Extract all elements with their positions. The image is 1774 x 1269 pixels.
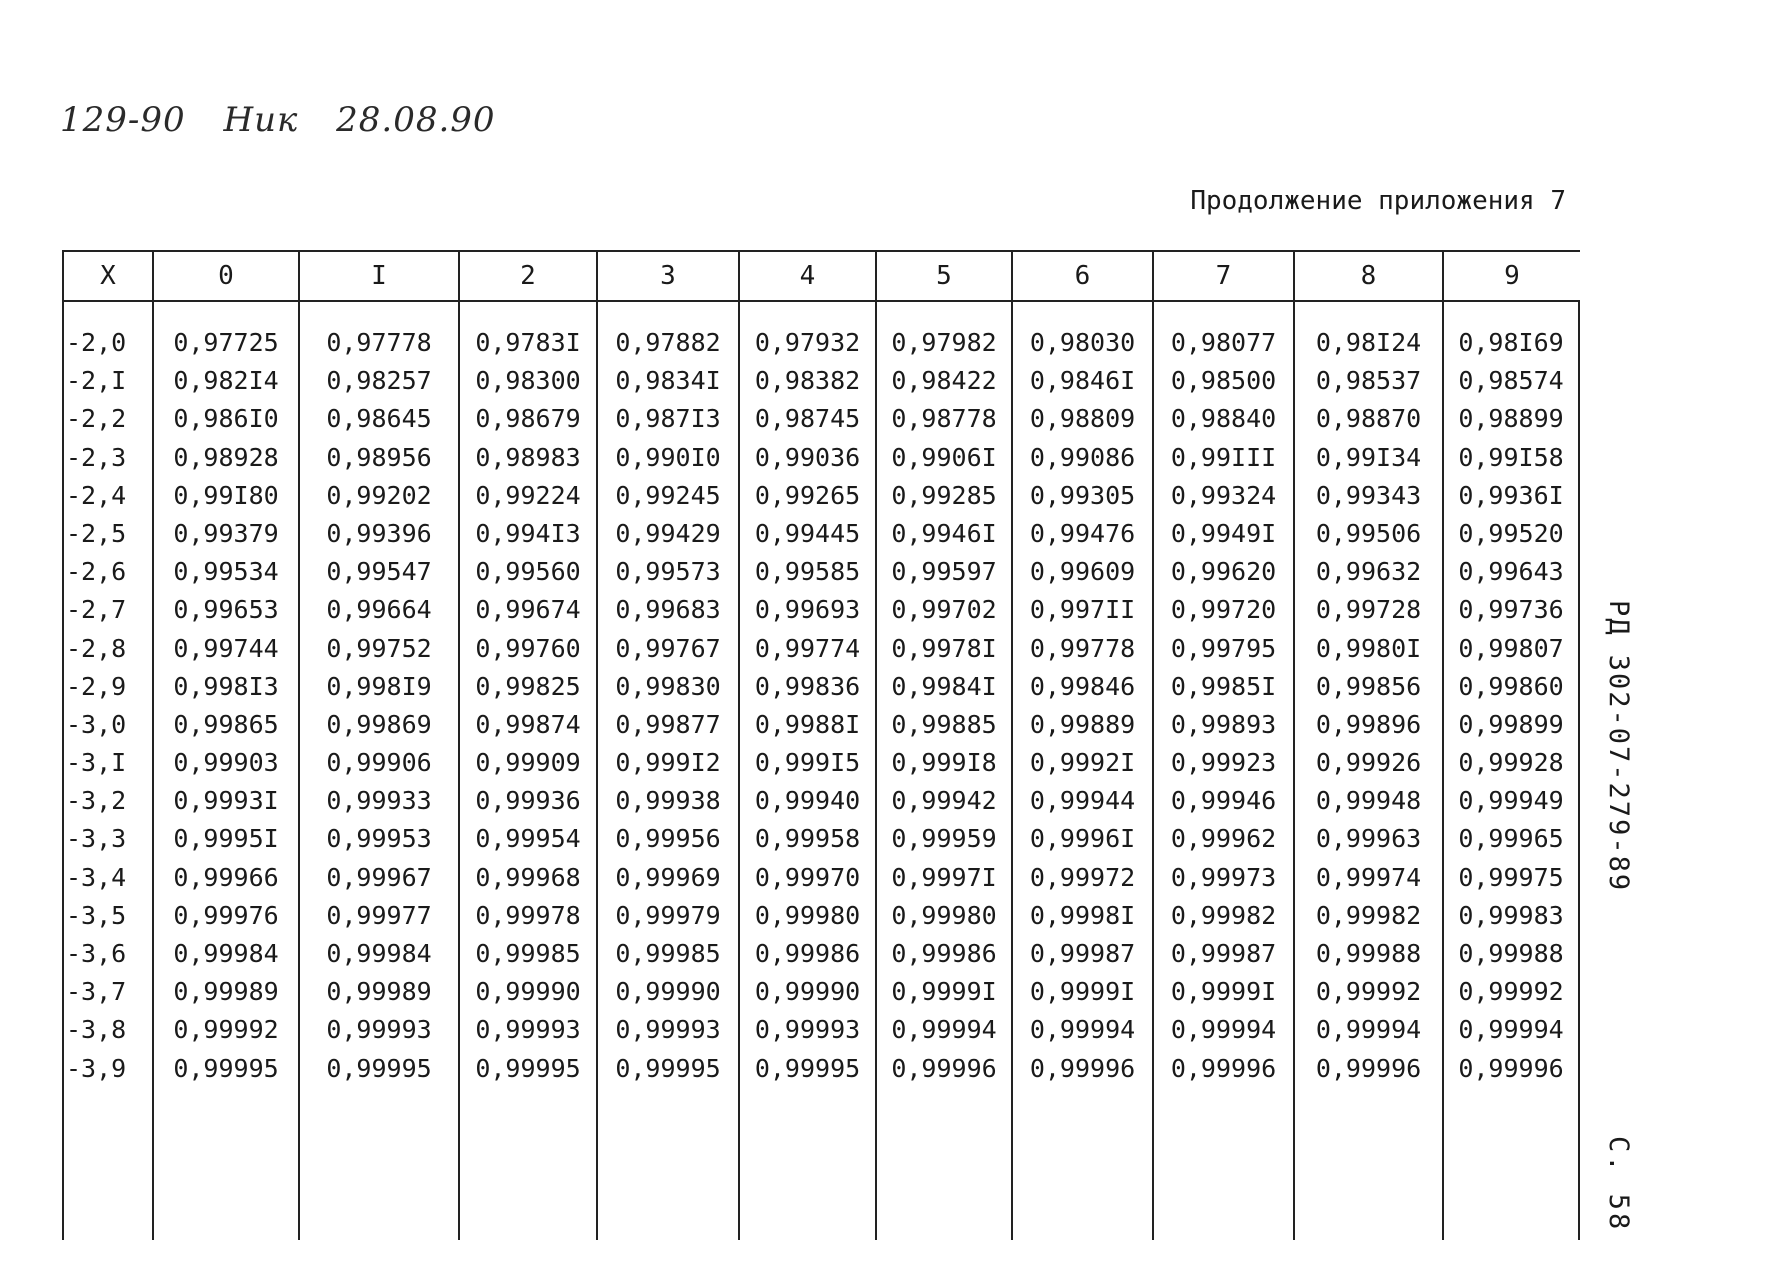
table-cell: 0,99989 [173, 977, 279, 1007]
table-cell: 0,98500 [1170, 366, 1277, 396]
table-cell: 0,99946 [1170, 786, 1277, 816]
table-cell: 0,99992 [1315, 977, 1422, 1007]
table-cell: 0,99086 [1029, 442, 1136, 472]
table-cell: 0,99774 [754, 633, 861, 663]
header-digit: 6 [1011, 250, 1152, 302]
table-cell: 0,9995I [173, 824, 279, 854]
table-cell: 0,99985 [475, 939, 581, 968]
table-cell: 0,99807 [1458, 633, 1564, 663]
table-cell: 0,98030 [1029, 328, 1136, 357]
row-x-value: -2,6 [66, 557, 127, 587]
table-cell: 0,98I69 [1458, 328, 1564, 357]
table-cell: 0,99825 [475, 671, 581, 701]
handwritten-date: 28.08.90 [336, 100, 496, 140]
table-cell: 0,9846I [1029, 366, 1136, 396]
table-cell: 0,99954 [475, 824, 581, 854]
table-cell: 0,99987 [1029, 939, 1136, 968]
table-cell: 0,9936I [1458, 480, 1564, 510]
table-cell: 0,99693 [754, 595, 861, 625]
table-cell: 0,98300 [475, 366, 581, 396]
table-cell: 0,99969 [615, 862, 721, 892]
row-x-value: -3,0 [66, 709, 127, 739]
table-cell: 0,99990 [615, 977, 721, 1007]
table-cell: 0,97882 [615, 328, 721, 357]
table-cell: 0,99980 [891, 900, 997, 930]
table-cell: 0,99994 [1315, 1015, 1422, 1045]
table-cell: 0,98574 [1458, 366, 1564, 396]
header-digit: 5 [875, 250, 1011, 302]
table-cell: 0,99923 [1170, 748, 1277, 778]
table-cell: 0,99936 [475, 786, 581, 816]
table-cell: 0,99653 [173, 595, 279, 625]
table-cell: 0,9949I [1170, 518, 1277, 548]
table-cell: 0,999I5 [754, 748, 861, 778]
probability-table [62, 250, 1580, 1240]
table-cell: 0,98778 [891, 404, 997, 434]
table-cell: 0,99948 [1315, 786, 1422, 816]
table-cell: 0,99962 [1170, 824, 1277, 854]
table-cell: 0,990I0 [615, 442, 721, 472]
row-x-value: -2,7 [66, 595, 127, 625]
value-column [152, 302, 298, 1240]
table-cell: 0,9834I [615, 366, 721, 396]
row-x-value: -3,8 [66, 1015, 127, 1045]
table-cell: 0,99573 [615, 557, 721, 587]
table-cell: 0,99632 [1315, 557, 1422, 587]
row-x-value: -3,2 [66, 786, 127, 816]
row-x-value: -2,9 [66, 671, 127, 701]
table-cell: 0,98422 [891, 366, 997, 396]
table-cell: 0,99245 [615, 480, 721, 510]
table-cell: 0,99994 [891, 1015, 997, 1045]
value-column [1442, 302, 1580, 1240]
table-cell: 0,98870 [1315, 404, 1422, 434]
table-cell: 0,99036 [754, 442, 861, 472]
table-cell: 0,99836 [754, 671, 861, 701]
row-x-value: -2,3 [66, 442, 127, 472]
table-cell: 0,99940 [754, 786, 861, 816]
table-cell: 0,9992I [1029, 748, 1136, 778]
table-cell: 0,9783I [475, 328, 581, 357]
table-cell: 0,982I4 [173, 366, 279, 396]
table-cell: 0,99992 [1458, 977, 1564, 1007]
table-cell: 0,9978I [891, 633, 997, 663]
table-cell: 0,99983 [1458, 900, 1564, 930]
table-cell: 0,99I58 [1458, 442, 1564, 472]
table-cell: 0,99893 [1170, 709, 1277, 739]
table-cell: 0,99I34 [1315, 442, 1422, 472]
handwritten-number: 129-90 [60, 100, 186, 140]
table-cell: 0,98382 [754, 366, 861, 396]
table-cell: 0,99865 [173, 709, 279, 739]
table-cell: 0,99993 [615, 1015, 721, 1045]
table-cell: 0,99III [1170, 442, 1277, 472]
table-cell: 0,99989 [326, 977, 432, 1007]
table-cell: 0,99974 [1315, 862, 1422, 892]
table-cell: 0,99996 [1458, 1053, 1564, 1083]
value-column [1152, 302, 1293, 1240]
table-cell: 0,99597 [891, 557, 997, 587]
table-cell: 0,9997I [891, 862, 997, 892]
table-cell: 0,99994 [1170, 1015, 1277, 1045]
continuation-title: Продолжение приложения 7 [1190, 186, 1566, 216]
table-cell: 0,99993 [754, 1015, 861, 1045]
table-cell: 0,98956 [326, 442, 432, 472]
table-cell: 0,99899 [1458, 709, 1564, 739]
table-cell: 0,99324 [1170, 480, 1277, 510]
table-cell: 0,99728 [1315, 595, 1422, 625]
table-cell: 0,99720 [1170, 595, 1277, 625]
x-column [62, 302, 152, 1240]
table-cell: 0,99506 [1315, 518, 1422, 548]
table-cell: 0,99885 [891, 709, 997, 739]
table-cell: 0,99975 [1458, 862, 1564, 892]
table-cell: 0,99560 [475, 557, 581, 587]
table-cell: 0,99906 [326, 748, 432, 778]
table-cell: 0,97982 [891, 328, 997, 357]
table-cell: 0,9906I [891, 442, 997, 472]
table-cell: 0,998I9 [326, 671, 432, 701]
table-cell: 0,9988I [754, 709, 861, 739]
table-cell: 0,99956 [615, 824, 721, 854]
value-column [738, 302, 875, 1240]
row-x-value: -2,2 [66, 404, 127, 434]
table-cell: 0,99520 [1458, 518, 1564, 548]
table-cell: 0,99990 [475, 977, 581, 1007]
value-column [298, 302, 458, 1240]
table-cell: 0,99990 [754, 977, 861, 1007]
table-cell: 0,99938 [615, 786, 721, 816]
table-cell: 0,998I3 [173, 671, 279, 701]
table-cell: 0,99979 [615, 900, 721, 930]
table-cell: 0,99889 [1029, 709, 1136, 739]
table-cell: 0,99224 [475, 480, 581, 510]
table-cell: 0,986I0 [173, 404, 279, 434]
table-cell: 0,99585 [754, 557, 861, 587]
table-cell: 0,98537 [1315, 366, 1422, 396]
value-column [458, 302, 596, 1240]
table-cell: 0,99343 [1315, 480, 1422, 510]
table-cell: 0,99958 [754, 824, 861, 854]
table-cell: 0,99996 [1029, 1053, 1136, 1083]
table-cell: 0,99643 [1458, 557, 1564, 587]
table-cell: 0,99970 [754, 862, 861, 892]
table-cell: 0,99986 [891, 939, 997, 968]
table-cell: 0,99995 [173, 1053, 279, 1083]
table-cell: 0,99978 [475, 900, 581, 930]
table-cell: 0,99996 [891, 1053, 997, 1083]
table-cell: 0,99942 [891, 786, 997, 816]
table-cell: 0,99966 [173, 862, 279, 892]
table-cell: 0,98983 [475, 442, 581, 472]
table-cell: 0,9996I [1029, 824, 1136, 854]
table-cell: 0,99992 [173, 1015, 279, 1045]
table-cell: 0,99996 [1170, 1053, 1277, 1083]
header-digit: I [298, 250, 458, 302]
table-cell: 0,99305 [1029, 480, 1136, 510]
table-cell: 0,99976 [173, 900, 279, 930]
table-cell: 0,9998I [1029, 900, 1136, 930]
table-cell: 0,99926 [1315, 748, 1422, 778]
table-cell: 0,99986 [754, 939, 861, 968]
table-cell: 0,99265 [754, 480, 861, 510]
table-cell: 0,9946I [891, 518, 997, 548]
table-cell: 0,99984 [173, 939, 279, 968]
table-cell: 0,99429 [615, 518, 721, 548]
handwritten-note [60, 100, 522, 140]
row-x-value: -2,0 [66, 328, 127, 357]
table-cell: 0,9980I [1315, 633, 1422, 663]
table-cell: 0,99965 [1458, 824, 1564, 854]
header-digit: 3 [596, 250, 738, 302]
table-cell: 0,9999I [891, 977, 997, 1007]
table-cell: 0,99994 [1029, 1015, 1136, 1045]
table-cell: 0,97778 [326, 328, 432, 357]
table-cell: 0,99982 [1315, 900, 1422, 930]
table-cell: 0,99977 [326, 900, 432, 930]
table-cell: 0,98928 [173, 442, 279, 472]
table-cell: 0,99664 [326, 595, 432, 625]
table-cell: 0,997II [1029, 595, 1136, 625]
value-column [596, 302, 738, 1240]
table-cell: 0,99202 [326, 480, 432, 510]
table-cell: 0,99I80 [173, 480, 279, 510]
table-cell: 0,99877 [615, 709, 721, 739]
table-cell: 0,98840 [1170, 404, 1277, 434]
table-cell: 0,99982 [1170, 900, 1277, 930]
header-digit: 8 [1293, 250, 1442, 302]
table-cell: 0,99767 [615, 633, 721, 663]
table-cell: 0,99534 [173, 557, 279, 587]
table-cell: 0,98645 [326, 404, 432, 434]
table-cell: 0,99959 [891, 824, 997, 854]
table-cell: 0,99874 [475, 709, 581, 739]
table-cell: 0,99980 [754, 900, 861, 930]
table-cell: 0,99896 [1315, 709, 1422, 739]
header-digit: 7 [1152, 250, 1293, 302]
table-cell: 0,99860 [1458, 671, 1564, 701]
table-cell: 0,99795 [1170, 633, 1277, 663]
table-cell: 0,99987 [1170, 939, 1277, 968]
page-number: С. 58 [1603, 1136, 1634, 1233]
table-cell: 0,99869 [326, 709, 432, 739]
table-cell: 0,9984I [891, 671, 997, 701]
row-x-value: -3,7 [66, 977, 127, 1007]
value-column [1011, 302, 1152, 1240]
table-cell: 0,99967 [326, 862, 432, 892]
table-cell: 0,99683 [615, 595, 721, 625]
row-x-value: -3,4 [66, 862, 127, 892]
table-cell: 0,99988 [1458, 939, 1564, 968]
table-cell: 0,99949 [1458, 786, 1564, 816]
row-x-value: -3,9 [66, 1053, 127, 1083]
table-cell: 0,99830 [615, 671, 721, 701]
table-cell: 0,99396 [326, 518, 432, 548]
table-cell: 0,98745 [754, 404, 861, 434]
table-cell: 0,98I24 [1315, 328, 1422, 357]
table-cell: 0,9985I [1170, 671, 1277, 701]
table-cell: 0,99702 [891, 595, 997, 625]
table-cell: 0,98679 [475, 404, 581, 434]
table-cell: 0,99973 [1170, 862, 1277, 892]
table-cell: 0,99674 [475, 595, 581, 625]
table-cell: 0,99476 [1029, 518, 1136, 548]
row-x-value: -3,3 [66, 824, 127, 854]
table-cell: 0,99995 [475, 1053, 581, 1083]
table-grid [62, 250, 1580, 1240]
table-cell: 0,98899 [1458, 404, 1564, 434]
table-cell: 0,98077 [1170, 328, 1277, 357]
table-cell: 0,99996 [1315, 1053, 1422, 1083]
table-cell: 0,97725 [173, 328, 279, 357]
table-cell: 0,99736 [1458, 595, 1564, 625]
row-x-value: -2,I [66, 366, 127, 396]
table-cell: 0,99760 [475, 633, 581, 663]
table-cell: 0,99994 [1458, 1015, 1564, 1045]
table-cell: 0,99944 [1029, 786, 1136, 816]
table-cell: 0,99928 [1458, 748, 1564, 778]
table-cell: 0,99379 [173, 518, 279, 548]
table-cell: 0,999I2 [615, 748, 721, 778]
row-x-value: -3,I [66, 748, 127, 778]
row-x-value: -3,6 [66, 939, 127, 968]
table-cell: 0,99985 [615, 939, 721, 968]
table-cell: 0,99972 [1029, 862, 1136, 892]
row-x-value: -2,5 [66, 518, 127, 548]
table-cell: 0,99752 [326, 633, 432, 663]
header-digit: 4 [738, 250, 875, 302]
table-cell: 0,9993I [173, 786, 279, 816]
table-cell: 0,99547 [326, 557, 432, 587]
table-cell: 0,99609 [1029, 557, 1136, 587]
table-cell: 0,99445 [754, 518, 861, 548]
table-cell: 0,99620 [1170, 557, 1277, 587]
document-code: РД 302-07-279-89 [1603, 600, 1634, 893]
table-cell: 0,99995 [326, 1053, 432, 1083]
table-cell: 0,98809 [1029, 404, 1136, 434]
row-x-value: -2,4 [66, 480, 127, 510]
value-column [1293, 302, 1442, 1240]
table-cell: 0,99744 [173, 633, 279, 663]
table-cell: 0,99984 [326, 939, 432, 968]
table-cell: 0,987I3 [615, 404, 721, 434]
table-cell: 0,9999I [1029, 977, 1136, 1007]
table-cell: 0,97932 [754, 328, 861, 357]
table-cell: 0,99856 [1315, 671, 1422, 701]
table-cell: 0,99909 [475, 748, 581, 778]
header-digit: 9 [1442, 250, 1580, 302]
header-digit: 2 [458, 250, 596, 302]
table-cell: 0,99285 [891, 480, 997, 510]
table-cell: 0,99968 [475, 862, 581, 892]
table-cell: 0,9999I [1170, 977, 1277, 1007]
table-cell: 0,99993 [326, 1015, 432, 1045]
table-cell: 0,99778 [1029, 633, 1136, 663]
row-x-value: -3,5 [66, 900, 127, 930]
table-cell: 0,99995 [615, 1053, 721, 1083]
table-cell: 0,99903 [173, 748, 279, 778]
handwritten-signature: Ник [223, 100, 299, 140]
table-cell: 0,99963 [1315, 824, 1422, 854]
table-cell: 0,994I3 [475, 518, 581, 548]
table-cell: 0,99995 [754, 1053, 861, 1083]
table-cell: 0,99953 [326, 824, 432, 854]
table-cell: 0,999I8 [891, 748, 997, 778]
table-cell: 0,99933 [326, 786, 432, 816]
table-cell: 0,99993 [475, 1015, 581, 1045]
table-cell: 0,99988 [1315, 939, 1422, 968]
table-cell: 0,99846 [1029, 671, 1136, 701]
header-digit: 0 [152, 250, 298, 302]
row-x-value: -2,8 [66, 633, 127, 663]
header-x: X [62, 250, 152, 302]
value-column [875, 302, 1011, 1240]
table-cell: 0,98257 [326, 366, 432, 396]
